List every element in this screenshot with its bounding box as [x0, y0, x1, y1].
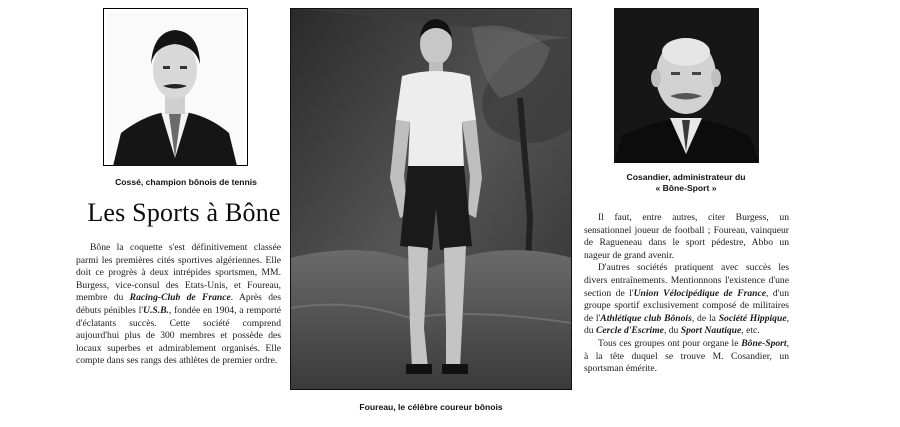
- club-name: Bône-Sport: [741, 337, 787, 349]
- paragraph: [584, 262, 789, 338]
- caption-cosandier-line2: « Bône-Sport »: [655, 183, 717, 193]
- paragraph: [76, 242, 281, 368]
- caption-foureau: Foureau, le célèbre coureur bônois: [359, 402, 503, 412]
- club-name: Société Hippique: [718, 312, 787, 324]
- club-name: U.S.B.: [143, 304, 169, 316]
- portrait-cosse: [103, 8, 248, 166]
- caption-cosandier-line1: Cosandier, administrateur du: [626, 172, 746, 182]
- caption-cosse: Cossé, champion bônois de tennis: [115, 177, 257, 187]
- paragraph: [584, 338, 789, 376]
- article-column-right: [584, 212, 789, 376]
- text-run: , etc.: [741, 325, 760, 337]
- club-name: Sport Nautique: [680, 325, 742, 337]
- text-run: Tous ces groupes ont pour organe le: [598, 337, 742, 349]
- text-run: , à la tête duquel se trouve M. Cosandier, un sportsman émérite.: [584, 337, 789, 375]
- caption-cosandier: [600, 172, 772, 194]
- paragraph: Il faut, entre autres, citer Burgess, un sensationnel joueur de football ; Foureau, vainqueur de Ragueneau dans le sport pédestre, Abbo un nageur de grand avenir.: [584, 212, 789, 261]
- club-name: Cercle d'Escrime: [596, 325, 664, 337]
- article-column-left: [76, 242, 281, 368]
- text-run: , du: [663, 325, 681, 337]
- club-name: Athlétique club Bônois: [600, 312, 692, 324]
- photo-foureau: [290, 8, 572, 390]
- text-run: . Après des débuts pénibles l': [76, 292, 282, 316]
- article-headline: Les Sports à Bône: [87, 198, 281, 227]
- text-run: , d'un groupe sportif exclusivement composé de militaires de l': [584, 287, 790, 324]
- text-run: Bône la coquette s'est définitivement classée parmi les premières cités sportives algériennes. Elle doit ce progrès à deux intrépides sportsmen, MM. Burgess, vice-consul des Etats-Unis, et Foureau, membre du: [76, 242, 281, 304]
- club-name: Union Vélocipédique de France: [633, 287, 766, 299]
- portrait-cosandier: [614, 8, 759, 163]
- club-name: Racing-Club de France: [129, 292, 231, 304]
- text-run: D'autres sociétés pratiquent avec succès les divers entraînements. Mentionnons l'existence d'une section de l': [584, 262, 789, 299]
- text-run: , de la: [691, 312, 719, 324]
- text-run: , fondée en 1904, a remporté d'éclatants succès. Cette société comprend aujourd'hui plus de 300 membres et possède des locaux superbes et admirablement organisés. Elle compte dans ses rangs des athlètes de premier ordre.: [76, 304, 281, 367]
- text-run: , du: [584, 312, 789, 337]
